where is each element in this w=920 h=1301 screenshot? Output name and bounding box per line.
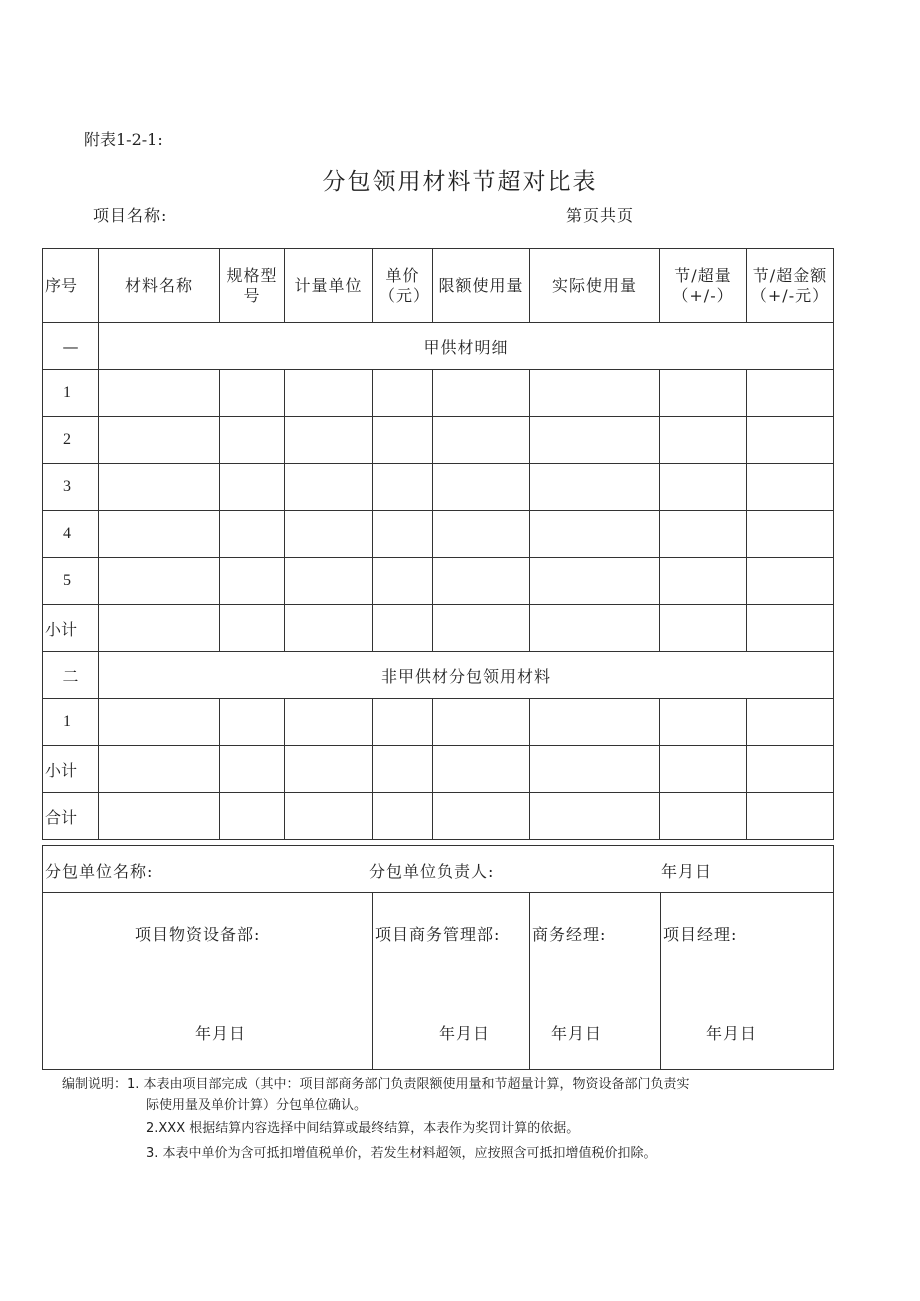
row-number: 1	[43, 699, 99, 746]
business-manager-date: 年月日	[551, 1024, 603, 1043]
header-price: 单价（元）	[373, 249, 433, 323]
note-line-3: 2.XXX 根据结算内容选择中间结算或最终结算，本表作为奖罚计算的依据。	[146, 1121, 580, 1136]
section1-index: —	[43, 323, 99, 370]
business-dept-cell	[373, 893, 530, 1070]
project-manager-cell	[661, 893, 834, 1070]
sub-unit-date: 年月日	[661, 862, 713, 881]
header-material-name: 材料名称	[99, 249, 220, 323]
materials-dept-date: 年月日	[195, 1024, 247, 1043]
header-limit-usage: 限额使用量	[433, 249, 530, 323]
table-row	[43, 511, 834, 558]
business-manager-label: 商务经理:	[532, 925, 607, 944]
header-actual-usage: 实际使用量	[530, 249, 660, 323]
note-line-1: 编制说明：1. 本表由项目部完成（其中：项目部商务部门负责限额使用量和节超量计算，物资设备部门负责实	[62, 1077, 690, 1092]
sub-unit-row	[43, 846, 834, 893]
table-row	[43, 417, 834, 464]
row-number: 4	[43, 511, 99, 558]
note-line-4: 3. 本表中单价为含可抵扣增值税单价，若发生材料超领，应按照含可抵扣增值税价扣除。	[146, 1146, 657, 1161]
note-line-2: 际使用量及单价计算）分包单位确认。	[146, 1098, 368, 1113]
business-dept-date: 年月日	[439, 1024, 491, 1043]
row-number: 2	[43, 417, 99, 464]
section1-title: 甲供材明细	[99, 323, 834, 370]
approval-row	[43, 893, 834, 1070]
row-number: 3	[43, 464, 99, 511]
header-save-over-amount: 节/超金额（+/-元）	[747, 249, 834, 323]
table-row	[43, 699, 834, 746]
table-row	[43, 464, 834, 511]
materials-dept-cell	[43, 893, 373, 1070]
form-title: 分包领用材料节超对比表	[322, 169, 598, 195]
materials-dept-label: 项目物资设备部:	[135, 925, 261, 944]
project-manager-label: 项目经理:	[663, 925, 738, 944]
material-comparison-table	[42, 248, 834, 840]
business-dept-label: 项目商务管理部:	[375, 925, 501, 944]
section2-index: 二	[43, 652, 99, 699]
row-number: 5	[43, 558, 99, 605]
sub-unit-head-label: 分包单位负责人:	[369, 862, 495, 881]
total-label: 合计	[43, 793, 99, 840]
business-manager-cell	[530, 893, 661, 1070]
header-seq: 序号	[43, 249, 99, 323]
row-number: 1	[43, 370, 99, 417]
page-label: 第页共页	[566, 206, 635, 225]
project-name-label: 项目名称:	[93, 206, 168, 225]
appendix-label: 附表1-2-1:	[84, 130, 163, 149]
header-unit: 计量单位	[285, 249, 373, 323]
subtotal-row	[43, 605, 834, 652]
header-row	[43, 249, 834, 323]
project-manager-date: 年月日	[706, 1024, 758, 1043]
header-save-over-qty: 节/超量（+/-）	[660, 249, 747, 323]
header-spec: 规格型号	[220, 249, 285, 323]
subtotal-label: 小计	[43, 746, 99, 793]
table-row	[43, 370, 834, 417]
total-row	[43, 793, 834, 840]
section1-row	[43, 323, 834, 370]
sub-unit-name-label: 分包单位名称:	[45, 862, 154, 881]
signature-table	[42, 845, 834, 1070]
table-row	[43, 558, 834, 605]
subtotal-label: 小计	[43, 605, 99, 652]
subtotal-row	[43, 746, 834, 793]
section2-row	[43, 652, 834, 699]
section2-title: 非甲供材分包领用材料	[99, 652, 834, 699]
